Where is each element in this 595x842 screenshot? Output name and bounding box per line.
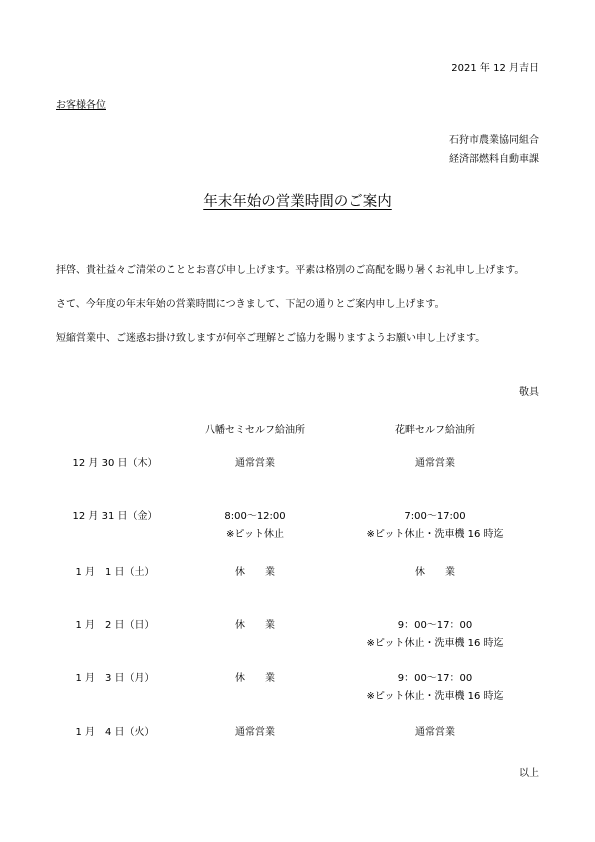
row-date: 1 月 2 日（日） (75, 620, 155, 631)
banaguro-hours (325, 508, 545, 544)
document-title (0, 190, 595, 211)
recipient: お客様各位 (56, 100, 106, 111)
document-title-text: 年末年始の営業時間のご案内 (203, 194, 392, 210)
header-banaguro-station: 花畔セルフ給油所 (395, 425, 475, 436)
row-date: 1 月 1 日（土） (75, 567, 155, 578)
end-remark: 以上 (519, 768, 539, 779)
header-yahata-station: 八幡セミセルフ給油所 (205, 425, 305, 436)
organization-name: 石狩市農業協同組合 (449, 135, 539, 146)
closing-remark: 敬具 (519, 387, 539, 398)
yahata-hours (160, 670, 350, 688)
row-date: 1 月 4 日（火） (75, 727, 155, 738)
yahata-hours (160, 564, 350, 582)
yahata-hours-value: 通常営業 (235, 458, 275, 469)
banaguro-hours-value: 9：00～17：00 (397, 673, 473, 684)
yahata-hours-value: 8:00～12:00 (224, 511, 286, 522)
banaguro-hours-value: 休 業 (415, 567, 455, 578)
yahata-hours (160, 617, 350, 635)
yahata-hours (160, 724, 350, 742)
row-date: 12 月 31 日（金） (72, 511, 158, 522)
yahata-hours (160, 455, 350, 473)
banaguro-hours (325, 455, 545, 473)
banaguro-hours-value: 9：00～17：00 (397, 620, 473, 631)
banaguro-hours (325, 670, 545, 706)
yahata-hours (160, 508, 350, 544)
yahata-hours-value: 休 業 (235, 567, 275, 578)
yahata-hours-value: 休 業 (235, 673, 275, 684)
banaguro-hours (325, 564, 545, 582)
banaguro-hours-value: 7:00～17:00 (404, 511, 466, 522)
row-date: 12 月 30 日（木） (72, 458, 158, 469)
banaguro-hours (325, 617, 545, 653)
banaguro-hours-note: ※ピット休止・洗車機 16 時迄 (366, 529, 504, 540)
row-date: 1 月 3 日（月） (75, 673, 155, 684)
banaguro-hours (325, 724, 545, 742)
yahata-hours-value: 休 業 (235, 620, 275, 631)
greeting-paragraph: 拝啓、貴社益々ご清栄のこととお喜び申し上げます。平素は格別のご高配を賜り暑くお礼申し上げます。 (56, 265, 525, 276)
banaguro-hours-note: ※ピット休止・洗車機 16 時迄 (366, 638, 504, 649)
department-name: 経済部燃料自動車課 (449, 154, 539, 165)
apology-paragraph: 短縮営業中、ご迷惑お掛け致しますが何卒ご理解とご協力を賜りますようお願い申し上げます。 (56, 333, 486, 344)
banaguro-hours-note: ※ピット休止・洗車機 16 時迄 (366, 691, 504, 702)
document-date: 2021 年 12 月吉日 (451, 63, 539, 74)
announcement-paragraph: さて、今年度の年末年始の営業時間につきまして、下記の通りとご案内申し上げます。 (56, 299, 445, 310)
banaguro-hours-value: 通常営業 (415, 727, 455, 738)
yahata-hours-note: ※ピット休止 (226, 529, 284, 540)
organization-block (449, 131, 539, 169)
banaguro-hours-value: 通常営業 (415, 458, 455, 469)
yahata-hours-value: 通常営業 (235, 727, 275, 738)
